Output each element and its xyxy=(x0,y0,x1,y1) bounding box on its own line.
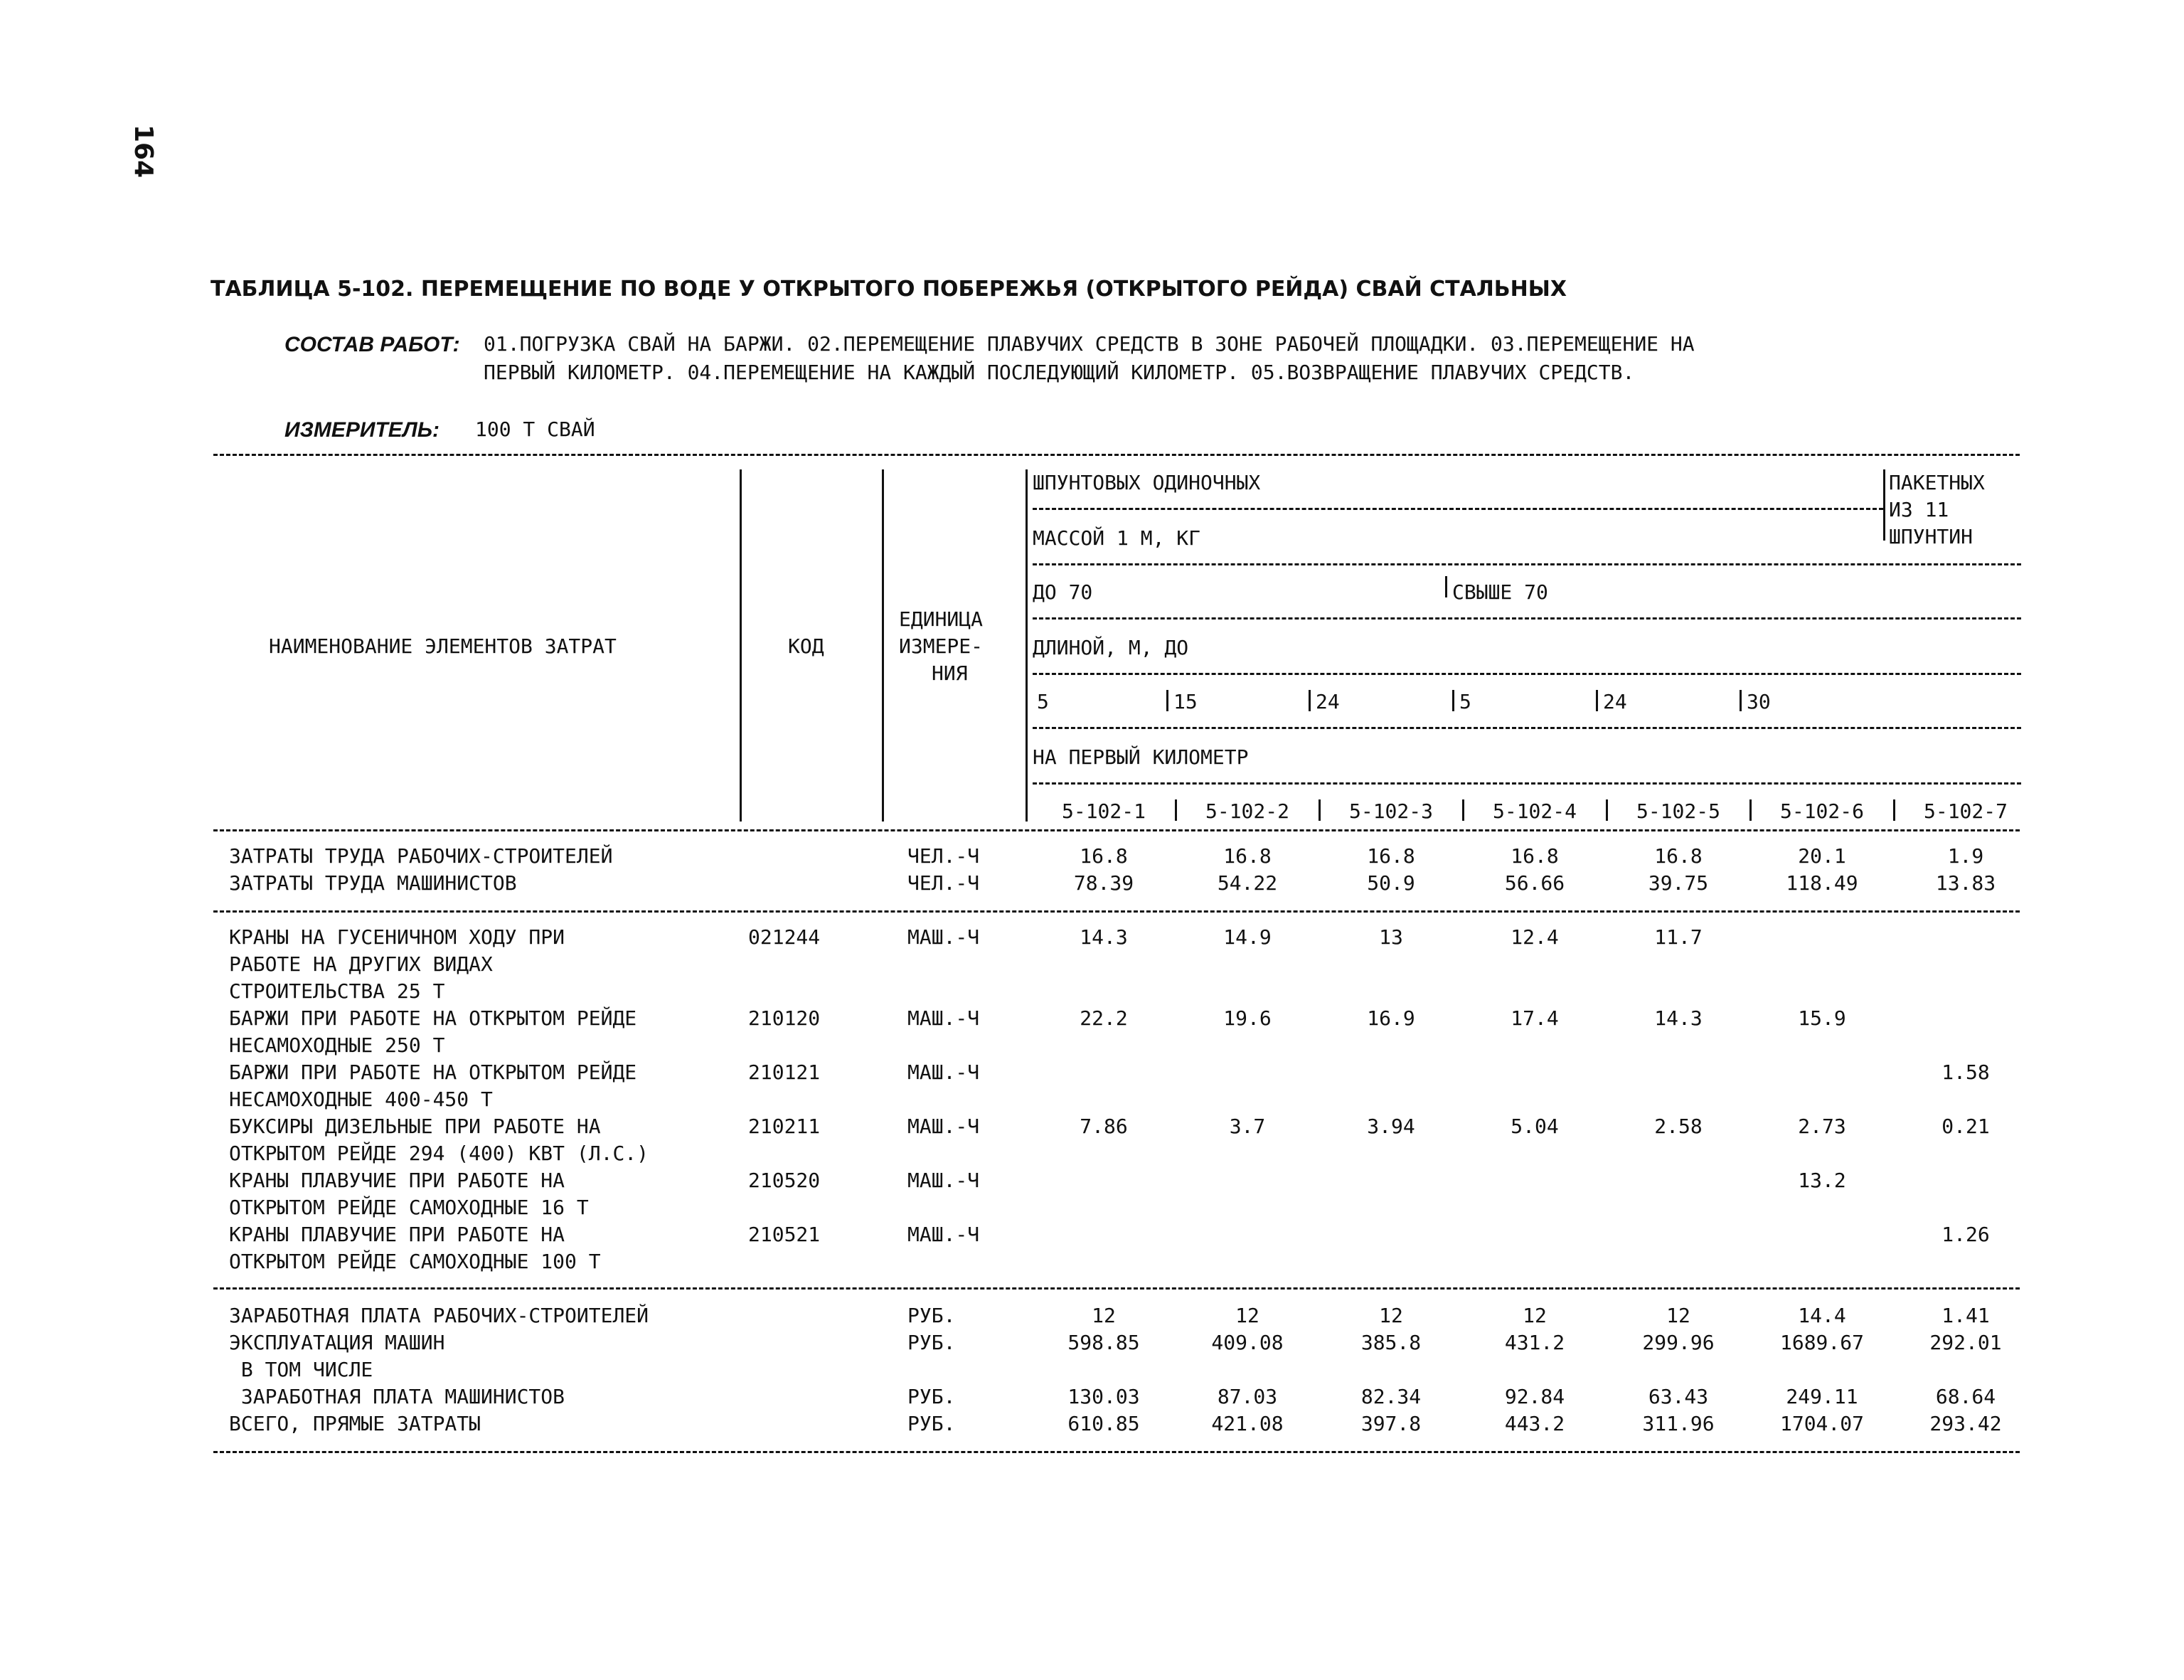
cost-row-1-v7: 1.41 xyxy=(1941,1304,1990,1327)
header-unit-col-1: ЕДИНИЦА xyxy=(899,607,984,631)
machine-row-3-name-2: НЕСАМОХОДНЫЕ 400-450 Т xyxy=(229,1088,493,1111)
labor-bottom-rule xyxy=(213,910,2020,913)
cost-row-1-unit: РУБ. xyxy=(907,1304,956,1327)
machine-row-2-v3: 16.9 xyxy=(1367,1006,1415,1030)
len-divider-5 xyxy=(1740,690,1742,711)
machine-row-6-name-2: ОТКРЫТОМ РЕЙДЕ САМОХОДНЫЕ 100 Т xyxy=(229,1250,601,1273)
labor-row-1-v2: 16.8 xyxy=(1223,844,1272,868)
header-divider-packet xyxy=(1883,469,1885,541)
header-first-km: НА ПЕРВЫЙ КИЛОМЕТР xyxy=(1033,745,1249,769)
header-code-1: 5-102-1 xyxy=(1061,799,1146,823)
machine-row-5-name-2: ОТКРЫТОМ РЕЙДЕ САМОХОДНЫЕ 16 Т xyxy=(229,1196,589,1219)
header-code-2: 5-102-2 xyxy=(1205,799,1289,823)
cost-row-1-v2: 12 xyxy=(1235,1304,1259,1327)
cost-row-1-v4: 12 xyxy=(1523,1304,1547,1327)
cost-row-4-v3: 82.34 xyxy=(1360,1385,1422,1408)
machine-row-4-v6: 2.73 xyxy=(1798,1115,1846,1138)
table-title: ТАБЛИЦА 5-102. ПЕРЕМЕЩЕНИЕ ПО ВОДЕ У ОТКРЫТОГО ПОБЕРЕЖЬЯ (ОТКРЫТОГО РЕЙДА) СВАЙ СТАЛЬНЫХ xyxy=(211,277,1567,302)
header-code-7: 5-102-7 xyxy=(1923,799,2008,823)
cost-row-4-v7: 68.64 xyxy=(1935,1385,1996,1408)
work-composition-label: СОСТАВ РАБОТ: xyxy=(284,333,460,356)
header-name-col: НАИМЕНОВАНИЕ ЭЛЕМЕНТОВ ЗАТРАТ xyxy=(269,634,617,658)
cost-row-5-unit: РУБ. xyxy=(907,1412,956,1435)
machine-row-2-name-1: БАРЖИ ПРИ РАБОТЕ НА ОТКРЫТОМ РЕЙДЕ xyxy=(229,1006,637,1030)
len-divider-3 xyxy=(1452,690,1454,711)
len-divider-4 xyxy=(1596,690,1598,711)
machine-row-2-unit: МАШ.-Ч xyxy=(907,1006,980,1030)
machine-row-2-v1: 22.2 xyxy=(1080,1006,1128,1030)
measure-value: 100 Т СВАЙ xyxy=(475,418,595,441)
machine-row-4-v7: 0.21 xyxy=(1941,1115,1990,1138)
machine-row-5-unit: МАШ.-Ч xyxy=(907,1169,980,1192)
work-composition-line1: 01.ПОГРУЗКА СВАЙ НА БАРЖИ. 02.ПЕРЕМЕЩЕНИЕ ПЛАВУЧИХ СРЕДСТВ В ЗОНЕ РАБОЧЕЙ ПЛОЩАДКИ. 03.ПЕРЕМЕЩЕНИЕ НА xyxy=(484,332,1695,356)
machine-row-3-v7: 1.58 xyxy=(1941,1060,1990,1084)
machine-row-4-v3: 3.94 xyxy=(1367,1115,1415,1138)
header-sheet-single: ШПУНТОВЫХ ОДИНОЧНЫХ xyxy=(1033,471,1261,494)
work-composition-line2: ПЕРВЫЙ КИЛОМЕТР. 04.ПЕРЕМЕЩЕНИЕ НА КАЖДЫЙ ПОСЛЕДУЮЩИЙ КИЛОМЕТР. 05.ВОЗВРАЩЕНИЕ ПЛАВУЧИХ СРЕДСТВ. xyxy=(484,361,1635,384)
header-unit-col-2: ИЗМЕРЕ- xyxy=(899,634,984,658)
machine-row-2-name-2: НЕСАМОХОДНЫЕ 250 Т xyxy=(229,1033,445,1057)
cost-row-4-v5: 63.43 xyxy=(1648,1385,1709,1408)
labor-row-2-v4: 56.66 xyxy=(1504,871,1565,895)
header-divider-3 xyxy=(1026,469,1028,822)
machine-row-3-code: 210121 xyxy=(748,1060,821,1084)
machine-row-1-name-3: СТРОИТЕЛЬСТВА 25 Т xyxy=(229,979,445,1003)
cost-row-3-name: В ТОМ ЧИСЛЕ xyxy=(229,1358,373,1381)
cost-row-1-name: ЗАРАБОТНАЯ ПЛАТА РАБОЧИХ-СТРОИТЕЛЕЙ xyxy=(229,1304,649,1327)
header-packet-2: ИЗ 11 xyxy=(1889,498,1949,521)
machine-row-4-v1: 7.86 xyxy=(1080,1115,1128,1138)
len-divider-1 xyxy=(1166,690,1168,711)
cost-row-5-v5: 311.96 xyxy=(1642,1412,1715,1435)
machine-row-1-v5: 11.7 xyxy=(1654,925,1703,949)
cost-row-1-v5: 12 xyxy=(1666,1304,1690,1327)
cost-row-2-unit: РУБ. xyxy=(907,1331,956,1354)
header-divider-over70 xyxy=(1445,576,1447,597)
header-code-col: КОД xyxy=(788,634,824,658)
header-mass: МАССОЙ 1 М, КГ xyxy=(1033,526,1201,550)
labor-row-2-unit: ЧЕЛ.-Ч xyxy=(907,871,980,895)
labor-row-1-v5: 16.8 xyxy=(1654,844,1703,868)
header-upto70: ДО 70 xyxy=(1033,580,1093,604)
labor-row-1-name: ЗАТРАТЫ ТРУДА РАБОЧИХ-СТРОИТЕЛЕЙ xyxy=(229,844,613,868)
cost-row-1-v6: 14.4 xyxy=(1798,1304,1846,1327)
header-code-4: 5-102-4 xyxy=(1492,799,1577,823)
cost-row-5-name: ВСЕГО, ПРЯМЫЕ ЗАТРАТЫ xyxy=(229,1412,481,1435)
cost-row-2-v3: 385.8 xyxy=(1360,1331,1422,1354)
machine-row-1-unit: МАШ.-Ч xyxy=(907,925,980,949)
header-packet-3: ШПУНТИН xyxy=(1889,525,1973,548)
header-over70: СВЫШЕ 70 xyxy=(1452,580,1548,604)
machine-row-5-name-1: КРАНЫ ПЛАВУЧИЕ ПРИ РАБОТЕ НА xyxy=(229,1169,565,1192)
machine-row-3-name-1: БАРЖИ ПРИ РАБОТЕ НА ОТКРЫТОМ РЕЙДЕ xyxy=(229,1060,637,1084)
header-rule-d xyxy=(1033,673,2021,675)
cost-row-1-v3: 12 xyxy=(1379,1304,1403,1327)
header-code-3: 5-102-3 xyxy=(1348,799,1433,823)
cost-row-1-v1: 12 xyxy=(1092,1304,1116,1327)
machine-row-3-unit: МАШ.-Ч xyxy=(907,1060,980,1084)
labor-row-1-v7: 1.9 xyxy=(1947,844,1984,868)
header-divider-2 xyxy=(882,469,884,822)
labor-row-1-v6: 20.1 xyxy=(1798,844,1846,868)
machine-row-4-name-2: ОТКРЫТОМ РЕЙДЕ 294 (400) КВТ (Л.С.) xyxy=(229,1142,649,1165)
labor-row-2-v6: 118.49 xyxy=(1786,871,1858,895)
machine-row-4-v2: 3.7 xyxy=(1229,1115,1266,1138)
header-rule-b xyxy=(1033,563,2021,565)
cost-row-5-v3: 397.8 xyxy=(1360,1412,1422,1435)
header-length-5: 24 xyxy=(1603,690,1627,713)
machine-row-2-v6: 15.9 xyxy=(1798,1006,1846,1030)
page-number: 164 xyxy=(129,124,158,179)
cost-row-2-v7: 292.01 xyxy=(1929,1331,2002,1354)
machine-row-6-name-1: КРАНЫ ПЛАВУЧИЕ ПРИ РАБОТЕ НА xyxy=(229,1223,565,1246)
cost-row-5-v7: 293.42 xyxy=(1929,1412,2002,1435)
cost-row-4-unit: РУБ. xyxy=(907,1385,956,1408)
cost-row-4-v1: 130.03 xyxy=(1067,1385,1140,1408)
machine-row-5-code: 210520 xyxy=(748,1169,821,1192)
header-rule-e xyxy=(1033,727,2021,729)
header-length-1: 5 xyxy=(1037,690,1049,713)
machine-row-4-v5: 2.58 xyxy=(1654,1115,1703,1138)
header-rule-c xyxy=(1033,617,2021,620)
labor-row-1-unit: ЧЕЛ.-Ч xyxy=(907,844,980,868)
header-divider-1 xyxy=(740,469,742,822)
header-length-2: 15 xyxy=(1173,690,1198,713)
labor-row-2-v1: 78.39 xyxy=(1073,871,1134,895)
labor-row-2-v2: 54.22 xyxy=(1217,871,1278,895)
machine-row-4-unit: МАШ.-Ч xyxy=(907,1115,980,1138)
header-length-3: 24 xyxy=(1316,690,1340,713)
machine-row-2-v2: 19.6 xyxy=(1223,1006,1272,1030)
machine-row-5-v6: 13.2 xyxy=(1798,1169,1846,1192)
labor-row-2-v5: 39.75 xyxy=(1648,871,1709,895)
cost-row-2-v6: 1689.67 xyxy=(1779,1331,1864,1354)
machine-row-6-code: 210521 xyxy=(748,1223,821,1246)
machine-bottom-rule xyxy=(213,1287,2020,1290)
labor-row-1-v1: 16.8 xyxy=(1080,844,1128,868)
header-length-4: 5 xyxy=(1459,690,1471,713)
cost-row-4-v6: 249.11 xyxy=(1786,1385,1858,1408)
machine-row-1-name-1: КРАНЫ НА ГУСЕНИЧНОМ ХОДУ ПРИ xyxy=(229,925,565,949)
cost-row-2-name: ЭКСПЛУАТАЦИЯ МАШИН xyxy=(229,1331,445,1354)
cost-row-5-v6: 1704.07 xyxy=(1779,1412,1864,1435)
header-unit-col-3: НИЯ xyxy=(932,661,968,685)
len-divider-2 xyxy=(1309,690,1311,711)
cost-row-5-v1: 610.85 xyxy=(1067,1412,1140,1435)
machine-row-1-v4: 12.4 xyxy=(1511,925,1559,949)
machine-row-1-code: 021244 xyxy=(748,925,821,949)
cost-row-2-v1: 598.85 xyxy=(1067,1331,1140,1354)
machine-row-2-v4: 17.4 xyxy=(1511,1006,1559,1030)
header-code-5: 5-102-5 xyxy=(1636,799,1720,823)
cost-row-2-v5: 299.96 xyxy=(1642,1331,1715,1354)
machine-row-1-v2: 14.9 xyxy=(1223,925,1272,949)
header-top-rule xyxy=(213,454,2020,456)
header-rule-a xyxy=(1033,508,1883,510)
header-packet-1: ПАКЕТНЫХ xyxy=(1889,471,1985,494)
cost-row-5-v4: 443.2 xyxy=(1504,1412,1565,1435)
table-bottom-rule xyxy=(213,1451,2020,1453)
machine-row-1-v3: 13 xyxy=(1379,925,1403,949)
measure-label: ИЗМЕРИТЕЛЬ: xyxy=(284,418,440,442)
header-code-6: 5-102-6 xyxy=(1779,799,1864,823)
labor-row-2-v7: 13.83 xyxy=(1935,871,1996,895)
header-bottom-rule xyxy=(213,829,2020,831)
machine-row-6-unit: МАШ.-Ч xyxy=(907,1223,980,1246)
cost-row-4-v2: 87.03 xyxy=(1217,1385,1278,1408)
cost-row-4-v4: 92.84 xyxy=(1504,1385,1565,1408)
cost-row-4-name: ЗАРАБОТНАЯ ПЛАТА МАШИНИСТОВ xyxy=(229,1385,565,1408)
labor-row-1-v3: 16.8 xyxy=(1367,844,1415,868)
labor-row-2-name: ЗАТРАТЫ ТРУДА МАШИНИСТОВ xyxy=(229,871,517,895)
header-rule-f xyxy=(1033,782,2021,785)
machine-row-1-v1: 14.3 xyxy=(1080,925,1128,949)
labor-row-2-v3: 50.9 xyxy=(1367,871,1415,895)
cost-row-5-v2: 421.08 xyxy=(1211,1412,1284,1435)
machine-row-4-code: 210211 xyxy=(748,1115,821,1138)
machine-row-2-code: 210120 xyxy=(748,1006,821,1030)
labor-row-1-v4: 16.8 xyxy=(1511,844,1559,868)
header-length-6: 30 xyxy=(1747,690,1771,713)
machine-row-4-name-1: БУКСИРЫ ДИЗЕЛЬНЫЕ ПРИ РАБОТЕ НА xyxy=(229,1115,601,1138)
machine-row-4-v4: 5.04 xyxy=(1511,1115,1559,1138)
machine-row-1-name-2: РАБОТЕ НА ДРУГИХ ВИДАХ xyxy=(229,952,493,976)
header-length: ДЛИНОЙ, М, ДО xyxy=(1033,636,1189,659)
cost-row-2-v4: 431.2 xyxy=(1504,1331,1565,1354)
machine-row-2-v5: 14.3 xyxy=(1654,1006,1703,1030)
cost-row-2-v2: 409.08 xyxy=(1211,1331,1284,1354)
machine-row-6-v7: 1.26 xyxy=(1941,1223,1990,1246)
